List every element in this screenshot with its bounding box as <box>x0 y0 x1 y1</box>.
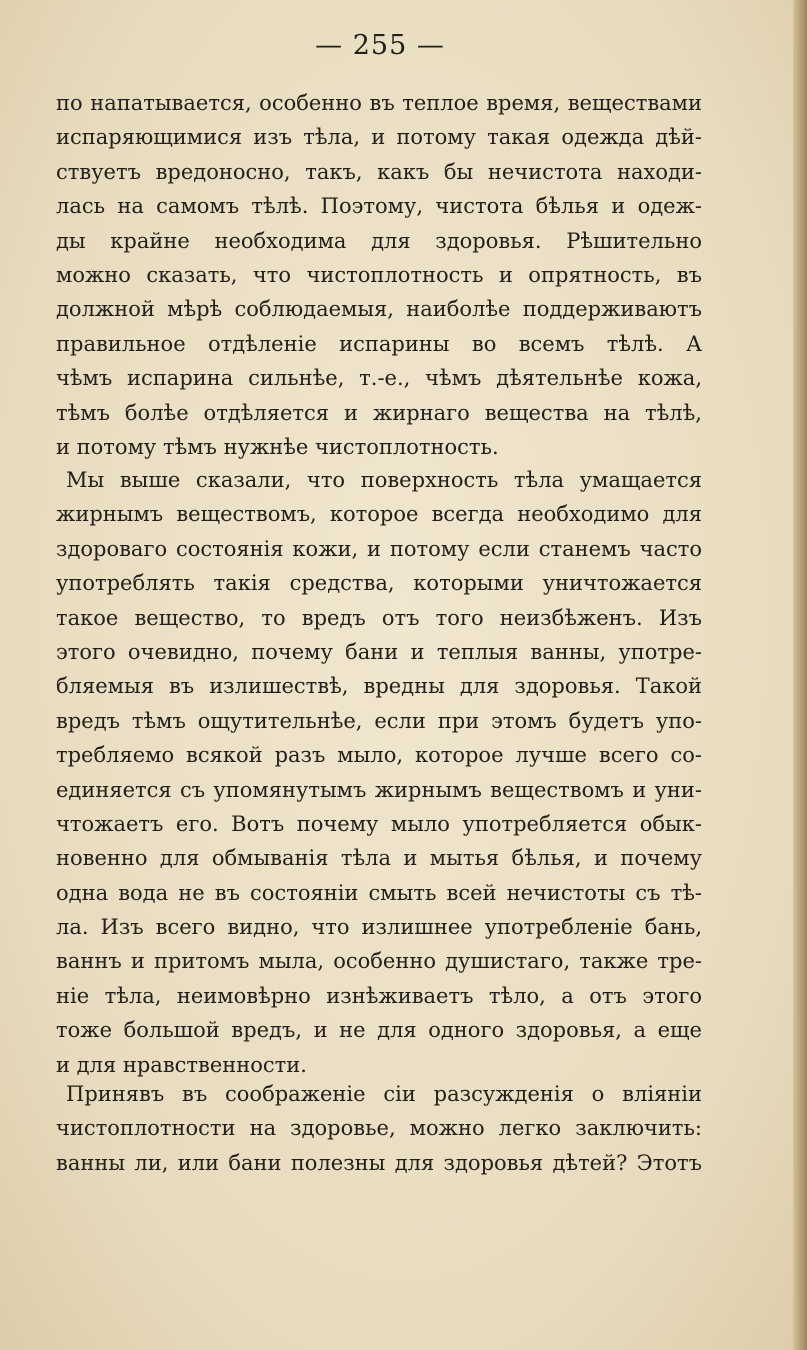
text-line: лась на самомъ тѣлѣ. Поэтому, чистота бѣлья и одеж- <box>56 194 702 219</box>
text-line: правильное отдѣленіе испарины во всемъ тѣлѣ. А <box>56 331 702 356</box>
text-line: вредъ тѣмъ ощутительнѣе, если при этомъ будетъ упо- <box>56 708 702 733</box>
text-line: единяется съ упомянутымъ жирнымъ веществомъ и уни- <box>56 777 702 802</box>
text-line: должной мѣрѣ соблюдаемыя, наиболѣе поддерживаютъ <box>56 297 702 322</box>
page-gutter-shadow <box>793 0 807 1350</box>
text-line: ствуетъ вредоносно, такъ, какъ бы нечистота находи- <box>56 159 702 184</box>
text-line: новенно для обмыванія тѣла и мытья бѣлья, и почему <box>56 846 702 871</box>
text-line: ваннъ и притомъ мыла, особенно душистаго, также тре- <box>56 949 702 974</box>
paragraph-1 <box>56 86 702 464</box>
text-line: употреблять такія средства, которыми уничтожается <box>56 571 702 596</box>
text-line: и потому тѣмъ нужнѣе чистоплотность. <box>56 434 499 459</box>
text-line: такое вещество, то вредъ отъ того неизбѣженъ. Изъ <box>56 605 702 630</box>
text-line: этого очевидно, почему бани и теплыя ванны, употре- <box>56 639 702 664</box>
text-line: бляемыя въ излишествѣ, вредны для здоровья. Такой <box>56 674 702 699</box>
text-line: ла. Изъ всего видно, что излишнее употребленіе бань, <box>56 915 702 940</box>
text-line: ды крайне необходима для здоровья. Рѣшительно <box>56 228 702 253</box>
text-line: и для нравственности. <box>56 1052 307 1077</box>
paragraph-2 <box>56 463 702 1082</box>
text-line: ванны ли, или бани полезны для здоровья дѣтей? Этотъ <box>56 1150 702 1175</box>
text-line: Принявъ въ соображеніе сіи разсужденія о вліяніи <box>66 1082 702 1106</box>
text-line: требляемо всякой разъ мыло, которое лучше всего со- <box>56 743 702 768</box>
page-number: — 255 — <box>315 30 445 61</box>
text-line: тѣмъ болѣе отдѣляется и жирнаго вещества на тѣлѣ, <box>56 400 702 425</box>
text-line: чтожаетъ его. Вотъ почему мыло употребляется обык- <box>56 811 702 836</box>
text-line: испаряющимися изъ тѣла, и потому такая одежда дѣй- <box>56 125 702 150</box>
text-line: одна вода не въ состояніи смыть всей нечистоты съ тѣ- <box>56 880 702 905</box>
text-line: чистоплотности на здоровье, можно легко заключить: <box>56 1116 702 1141</box>
text-line: Мы выше сказали, что поверхность тѣла умащается <box>66 468 702 492</box>
text-line: жирнымъ веществомъ, которое всегда необходимо для <box>56 502 702 527</box>
text-line: здороваго состоянія кожи, и потому если станемъ часто <box>56 536 702 561</box>
text-line: по напатывается, особенно въ теплое время, веществами <box>56 91 702 115</box>
text-line: ніе тѣла, неимовѣрно изнѣживаетъ тѣло, а отъ этого <box>56 983 702 1008</box>
text-line: чѣмъ испарина сильнѣе, т.-е., чѣмъ дѣятельнѣе кожа, <box>56 366 702 391</box>
text-line: можно сказать, что чистоплотность и опрятность, въ <box>56 262 702 287</box>
text-line: тоже большой вредъ, и не для одного здоровья, а еще <box>56 1018 702 1043</box>
paragraph-3 <box>56 1077 702 1180</box>
